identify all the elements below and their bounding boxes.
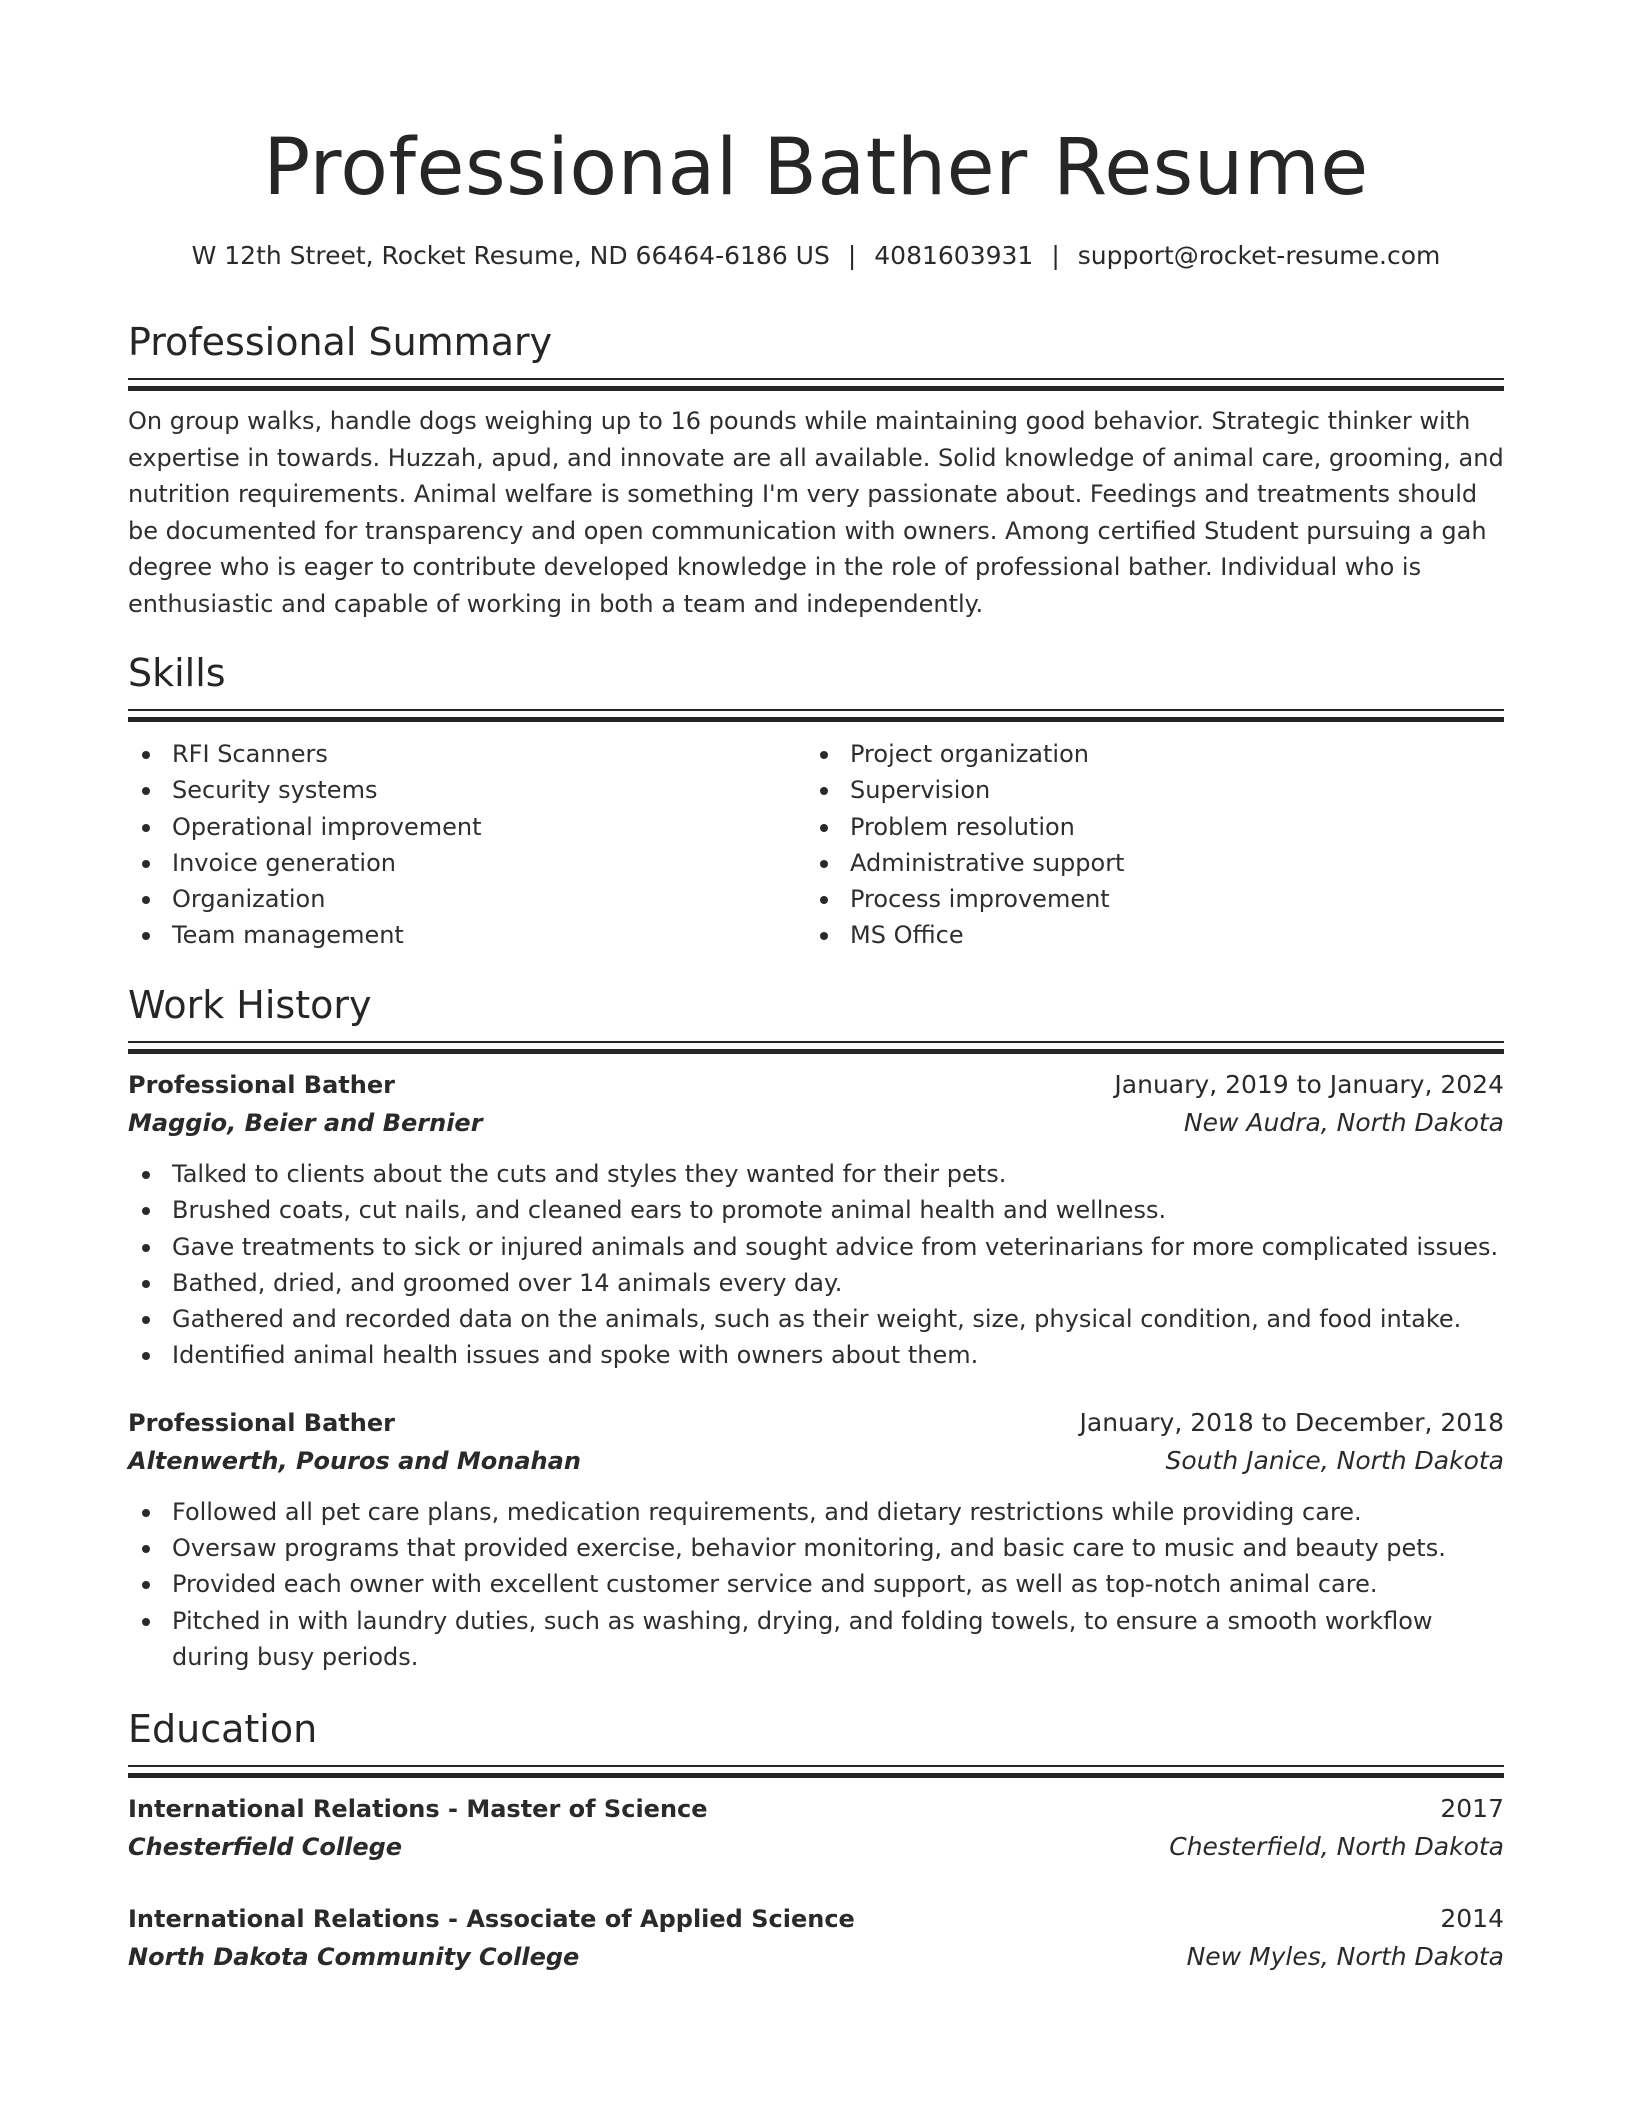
job-company: Altenwerth, Pouros and Monahan [128, 1446, 581, 1475]
list-item: Talked to clients about the cuts and styles they wanted for their pets. [128, 1156, 1504, 1192]
skills-grid [128, 736, 1504, 954]
section-divider [128, 1041, 1504, 1054]
skill-item: Supervision [806, 772, 1484, 808]
list-item: Brushed coats, cut nails, and cleaned ears to promote animal health and wellness. [128, 1192, 1504, 1228]
skill-item: Project organization [806, 736, 1484, 772]
list-item: Gathered and recorded data on the animals, such as their weight, size, physical condition, and food intake. [128, 1301, 1504, 1337]
skill-item: Team management [128, 917, 806, 953]
education-section [128, 1703, 1504, 1976]
education-location: Chesterfield, North Dakota [1169, 1832, 1504, 1861]
job-title: Professional Bather [128, 1408, 395, 1437]
skill-item: RFI Scanners [128, 736, 806, 772]
education-subheader [128, 1938, 1504, 1976]
job-location: South Janice, North Dakota [1165, 1445, 1504, 1475]
job-title: Professional Bather [128, 1071, 395, 1099]
list-item: Pitched in with laundry duties, such as washing, drying, and folding towels, to ensure a smooth workflow during busy periods. [128, 1603, 1504, 1676]
summary-section [128, 316, 1504, 622]
job-duties [128, 1156, 1504, 1374]
skill-item: Operational improvement [128, 809, 806, 845]
work-history-section [128, 979, 1504, 1675]
job-duties [128, 1494, 1504, 1675]
education-heading: Education [128, 1707, 318, 1751]
page-title: Professional Bather Resume [263, 123, 1369, 213]
list-item: Provided each owner with excellent customer service and support, as well as top-notch animal care. [128, 1566, 1504, 1602]
skill-item: Invoice generation [128, 845, 806, 881]
list-item: Bathed, dried, and groomed over 14 animals every day. [128, 1265, 1504, 1301]
job-entry [128, 1066, 1504, 1374]
section-divider [128, 378, 1504, 391]
summary-heading: Professional Summary [128, 320, 553, 364]
skills-column-right [806, 736, 1484, 954]
job-dates: January, 2018 to December, 2018 [1079, 1407, 1504, 1437]
list-item: Gave treatments to sick or injured animals and sought advice from veterinarians for more complicated issues. [128, 1229, 1504, 1265]
skill-item: Process improvement [806, 881, 1484, 917]
job-location: New Audra, North Dakota [1183, 1108, 1504, 1137]
summary-text: On group walks, handle dogs weighing up to 16 pounds while maintaining good behavior. Strategic thinker with expertise in towards. Huzzah, apud, and innovate are all available. Solid knowledge of animal care, grooming, and nutrition requirements. Animal welfare is something I'm very passionate about. Feedings and treatments should be documented for transparency and open communication with owners. Among certified Student pursuing a gah degree who is eager to contribute developed knowledge in the role of professional bather. Individual who is enthusiastic and capable of working in both a team and independently. [128, 407, 1504, 618]
education-header [128, 1900, 1504, 1938]
contact-address: W 12th Street, Rocket Resume, ND 66464-6186 US [191, 241, 830, 270]
job-header [128, 1404, 1504, 1442]
contact-separator: | [1051, 241, 1060, 270]
section-divider [128, 1765, 1504, 1778]
work-history-heading: Work History [128, 983, 372, 1027]
job-subheader [128, 1442, 1504, 1480]
list-item: Oversaw programs that provided exercise, behavior monitoring, and basic care to music and beauty pets. [128, 1530, 1504, 1566]
skill-item: Administrative support [806, 845, 1484, 881]
contact-email: support@rocket-resume.com [1077, 241, 1441, 270]
job-dates: January, 2019 to January, 2024 [1114, 1070, 1504, 1099]
education-header [128, 1790, 1504, 1828]
skill-item: Organization [128, 881, 806, 917]
skill-item: Problem resolution [806, 809, 1484, 845]
section-divider [128, 709, 1504, 722]
skills-column-left [128, 736, 806, 954]
education-degree: International Relations - Master of Science [128, 1795, 708, 1823]
job-subheader [128, 1104, 1504, 1142]
education-subheader [128, 1828, 1504, 1866]
education-entry [128, 1900, 1504, 1976]
job-header [128, 1066, 1504, 1104]
education-location: New Myles, North Dakota [1186, 1942, 1504, 1971]
education-entry [128, 1790, 1504, 1866]
contact-line [128, 238, 1504, 274]
contact-phone: 4081603931 [874, 241, 1034, 270]
list-item: Identified animal health issues and spoke with owners about them. [128, 1337, 1504, 1373]
skills-heading: Skills [128, 651, 226, 695]
job-entry [128, 1404, 1504, 1675]
list-item: Followed all pet care plans, medication requirements, and dietary restrictions while providing care. [128, 1494, 1504, 1530]
education-degree: International Relations - Associate of Applied Science [128, 1905, 855, 1933]
skills-section [128, 647, 1504, 954]
education-school: Chesterfield College [128, 1833, 403, 1861]
education-school: North Dakota Community College [128, 1943, 580, 1971]
education-year: 2017 [1440, 1794, 1504, 1823]
skill-item: MS Office [806, 917, 1484, 953]
contact-separator: | [847, 241, 857, 270]
job-company: Maggio, Beier and Bernier [128, 1109, 483, 1137]
skill-item: Security systems [128, 772, 806, 808]
education-year: 2014 [1440, 1904, 1504, 1933]
